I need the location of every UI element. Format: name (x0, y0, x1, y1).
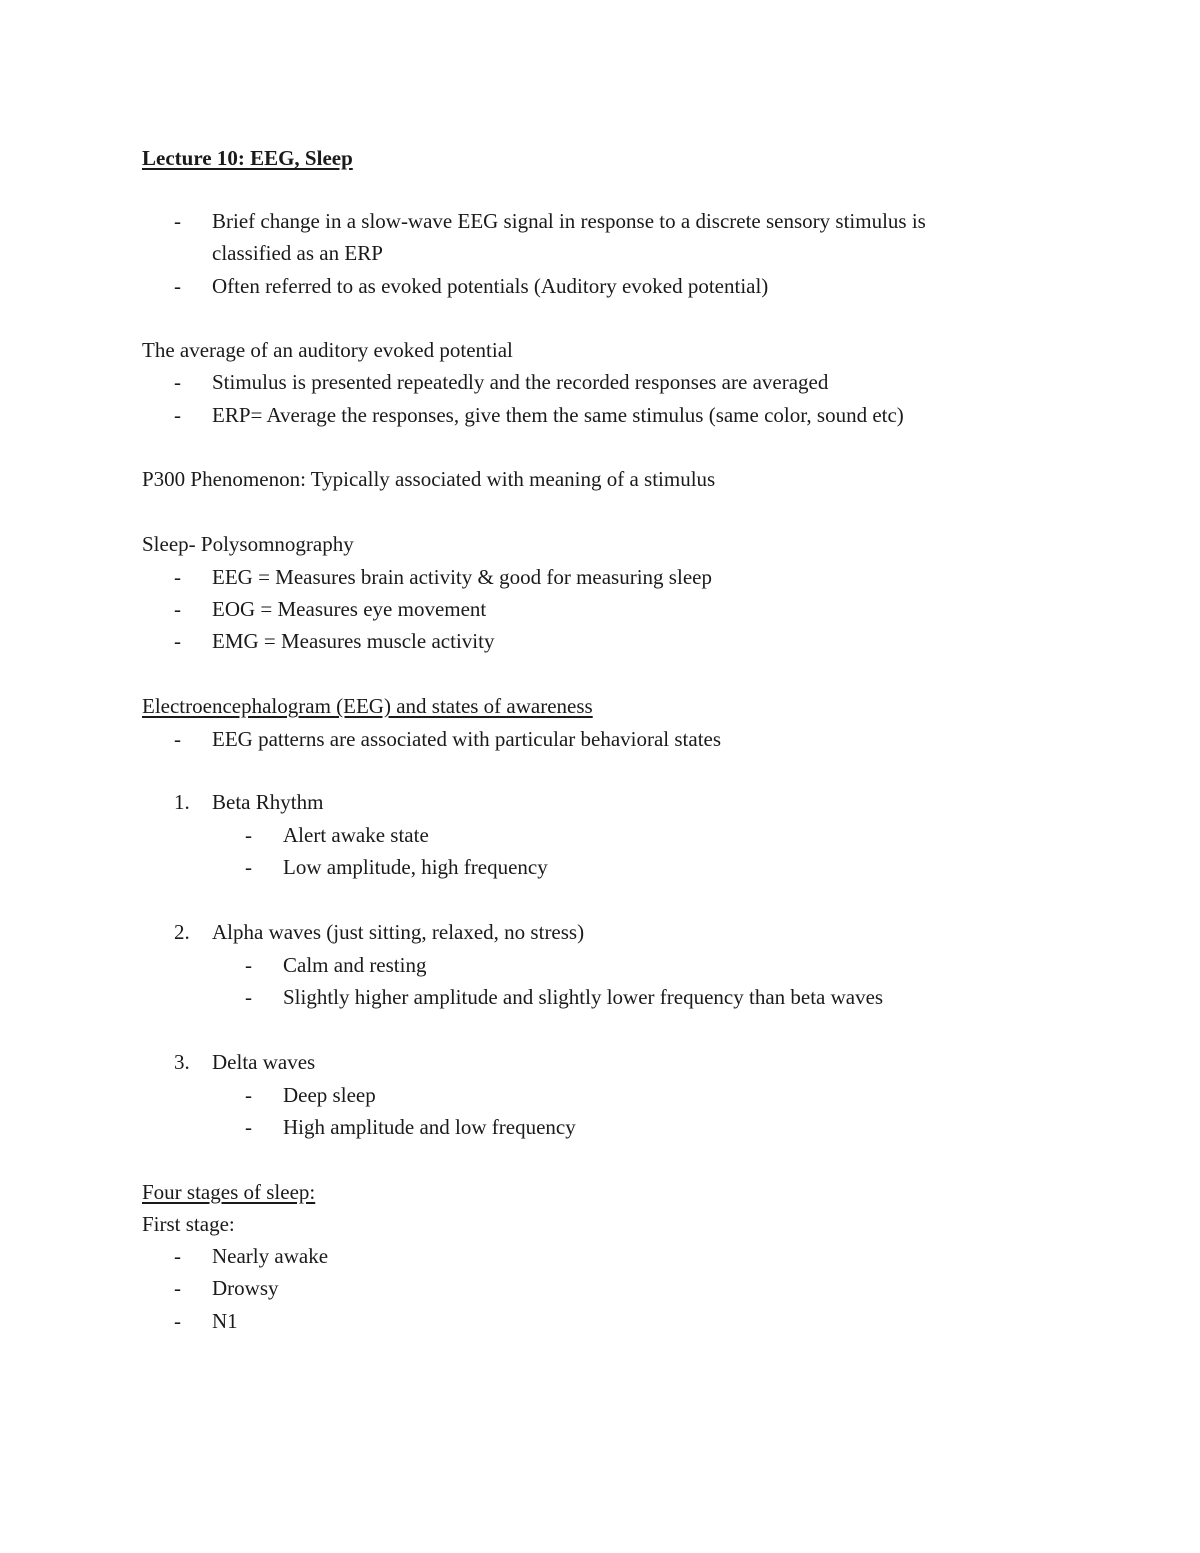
number-marker: 1. (174, 790, 190, 814)
list-item-text: Drowsy (212, 1276, 279, 1300)
section-heading-eeg: Electroencephalogram (EEG) and states of awareness (142, 694, 593, 718)
number-marker: 3. (174, 1050, 190, 1074)
numbered-item-label: Beta Rhythm (212, 790, 324, 814)
dash-marker: - (245, 1083, 252, 1107)
section-heading-average: The average of an auditory evoked potential (142, 338, 513, 362)
first-stage-label: First stage: (142, 1212, 235, 1236)
list-item-text: ERP= Average the responses, give them the same stimulus (same color, sound etc) (212, 403, 904, 427)
dash-marker: - (174, 1244, 181, 1268)
dash-marker: - (174, 1276, 181, 1300)
numbered-item-label: Delta waves (212, 1050, 316, 1074)
number-marker: 2. (174, 920, 190, 944)
list-item-text: EEG = Measures brain activity & good for measuring sleep (212, 565, 712, 589)
sub-list-item-text: High amplitude and low frequency (283, 1115, 576, 1139)
list-item-text: classified as an ERP (212, 241, 383, 265)
dash-marker: - (174, 274, 181, 298)
page-title: Lecture 10: EEG, Sleep (142, 146, 353, 170)
sub-list-item-text: Deep sleep (283, 1083, 376, 1107)
section-heading-stages: Four stages of sleep: (142, 1180, 316, 1204)
list-item-text: EOG = Measures eye movement (212, 597, 487, 621)
dash-marker: - (174, 403, 181, 427)
dash-marker: - (245, 1115, 252, 1139)
dash-marker: - (174, 597, 181, 621)
dash-marker: - (174, 727, 181, 751)
dash-marker: - (245, 985, 252, 1009)
dash-marker: - (174, 629, 181, 653)
dash-marker: - (174, 209, 181, 233)
p300-paragraph: P300 Phenomenon: Typically associated with meaning of a stimulus (142, 467, 716, 491)
sub-list-item-text: Slightly higher amplitude and slightly lower frequency than beta waves (283, 985, 884, 1009)
list-item-text: EMG = Measures muscle activity (212, 629, 495, 653)
list-item-text: Often referred to as evoked potentials (Auditory evoked potential) (212, 274, 769, 298)
dash-marker: - (174, 1309, 181, 1333)
dash-marker: - (174, 565, 181, 589)
sub-list-item-text: Calm and resting (283, 953, 427, 977)
dash-marker: - (245, 855, 252, 879)
list-item-text: N1 (212, 1309, 238, 1333)
list-item-text: Stimulus is presented repeatedly and the recorded responses are averaged (212, 370, 829, 394)
sub-list-item-text: Alert awake state (283, 823, 429, 847)
list-item-text: EEG patterns are associated with particular behavioral states (212, 727, 722, 751)
dash-marker: - (245, 953, 252, 977)
list-item-text: Nearly awake (212, 1244, 329, 1268)
dash-marker: - (245, 823, 252, 847)
dash-marker: - (174, 370, 181, 394)
numbered-item-label: Alpha waves (just sitting, relaxed, no stress) (212, 920, 585, 944)
list-item-text: Brief change in a slow-wave EEG signal in response to a discrete sensory stimulus is (212, 209, 926, 233)
section-heading-sleep: Sleep- Polysomnography (142, 532, 354, 556)
sub-list-item-text: Low amplitude, high frequency (283, 855, 548, 879)
